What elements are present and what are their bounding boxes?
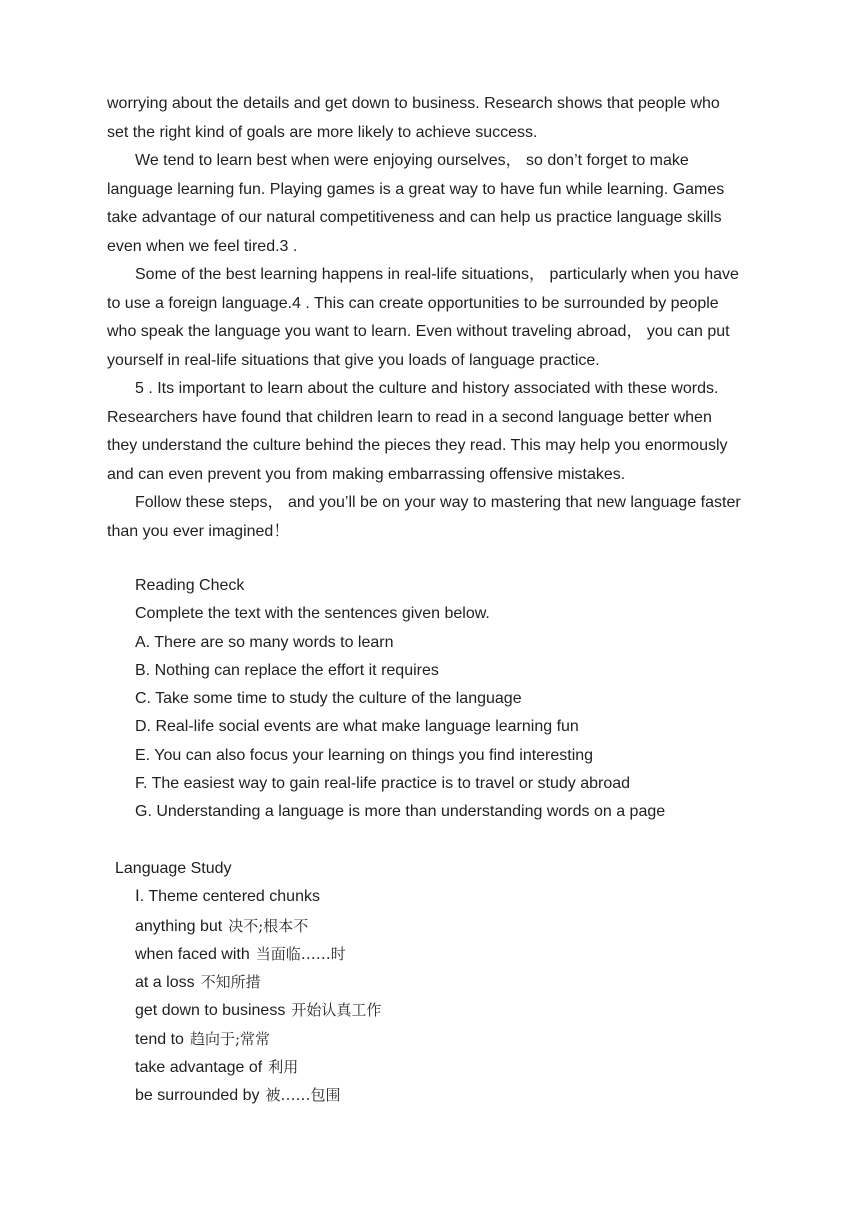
chunk-item <box>115 912 381 940</box>
chunk-item <box>115 996 381 1024</box>
passage-line: than you ever imagined！ <box>107 522 290 540</box>
option-a: A. There are so many words to learn <box>135 633 394 651</box>
passage-line: yourself in real-life situations that give you loads of language practice. <box>107 351 600 369</box>
chunk-item <box>115 1025 381 1053</box>
chunks-section-title: Ⅰ. Theme centered chunks <box>135 888 320 906</box>
option-d: D. Real-life social events are what make language learning fun <box>135 718 579 736</box>
passage <box>107 90 767 546</box>
chunk-item <box>115 1081 381 1109</box>
chunk-en: at a loss <box>135 974 195 992</box>
passage-line: and can even prevent you from making embarrassing offensive mistakes. <box>107 465 626 483</box>
chunk-cn: 被……包围 <box>265 1086 341 1105</box>
chunk-en: tend to <box>135 1030 184 1048</box>
option-b: B. Nothing can replace the effort it requires <box>135 661 439 679</box>
chunk-en: be surrounded by <box>135 1087 260 1105</box>
passage-line: We tend to learn best when were enjoying ourselves， so don’t forget to make <box>135 152 689 169</box>
reading-check-section <box>135 572 665 827</box>
chunk-item <box>115 940 381 968</box>
reading-check-instruction: Complete the text with the sentences given below. <box>135 605 490 623</box>
chunk-item <box>115 968 381 996</box>
option-g: G. Understanding a language is more than understanding words on a page <box>135 803 666 821</box>
option-e: E. You can also focus your learning on things you find interesting <box>135 746 594 764</box>
passage-line: 5 . Its important to learn about the culture and history associated with these words. <box>135 380 719 397</box>
passage-line: Some of the best learning happens in real-life situations， particularly when you have <box>135 266 739 283</box>
chunk-item <box>115 1053 381 1081</box>
passage-line: worrying about the details and get down to business. Research shows that people who <box>107 95 720 112</box>
passage-line: take advantage of our natural competitiveness and can help us practice language skills <box>107 209 722 226</box>
passage-line: who speak the language you want to learn. Even without traveling abroad， you can put <box>107 323 730 340</box>
chunk-en: take advantage of <box>135 1059 263 1077</box>
chunk-cn: 不知所措 <box>200 973 261 992</box>
chunk-cn: 当面临……时 <box>255 944 346 963</box>
passage-line: language learning fun. Playing games is a great way to have fun while learning. Games <box>107 180 725 198</box>
passage-line: Researchers have found that children learn to read in a second language better when <box>107 408 712 426</box>
passage-line: to use a foreign language.4 . This can create opportunities to be surrounded by people <box>107 294 719 312</box>
passage-line: they understand the culture behind the pieces they read. This may help you enormously <box>107 437 728 454</box>
passage-line: even when we feel tired.3 . <box>107 237 298 255</box>
chunk-cn: 利用 <box>268 1058 299 1077</box>
language-study-section <box>115 855 381 1110</box>
language-study-heading: Language Study <box>115 860 232 877</box>
chunk-cn: 趋向于;常常 <box>189 1029 270 1048</box>
chunk-en: get down to business <box>135 1002 286 1020</box>
option-f: F. The easiest way to gain real-life practice is to travel or study abroad <box>135 775 631 793</box>
chunk-en: when faced with <box>135 945 250 963</box>
option-c: C. Take some time to study the culture of the language <box>135 690 522 708</box>
chunk-en: anything but <box>135 917 223 935</box>
chunk-cn: 决不;根本不 <box>228 916 309 935</box>
passage-line: set the right kind of goals are more likely to achieve success. <box>107 123 538 141</box>
reading-check-heading: Reading Check <box>135 577 245 594</box>
chunk-cn: 开始认真工作 <box>291 1001 382 1020</box>
passage-line: Follow these steps， and you’ll be on your way to mastering that new language faster <box>135 494 741 511</box>
